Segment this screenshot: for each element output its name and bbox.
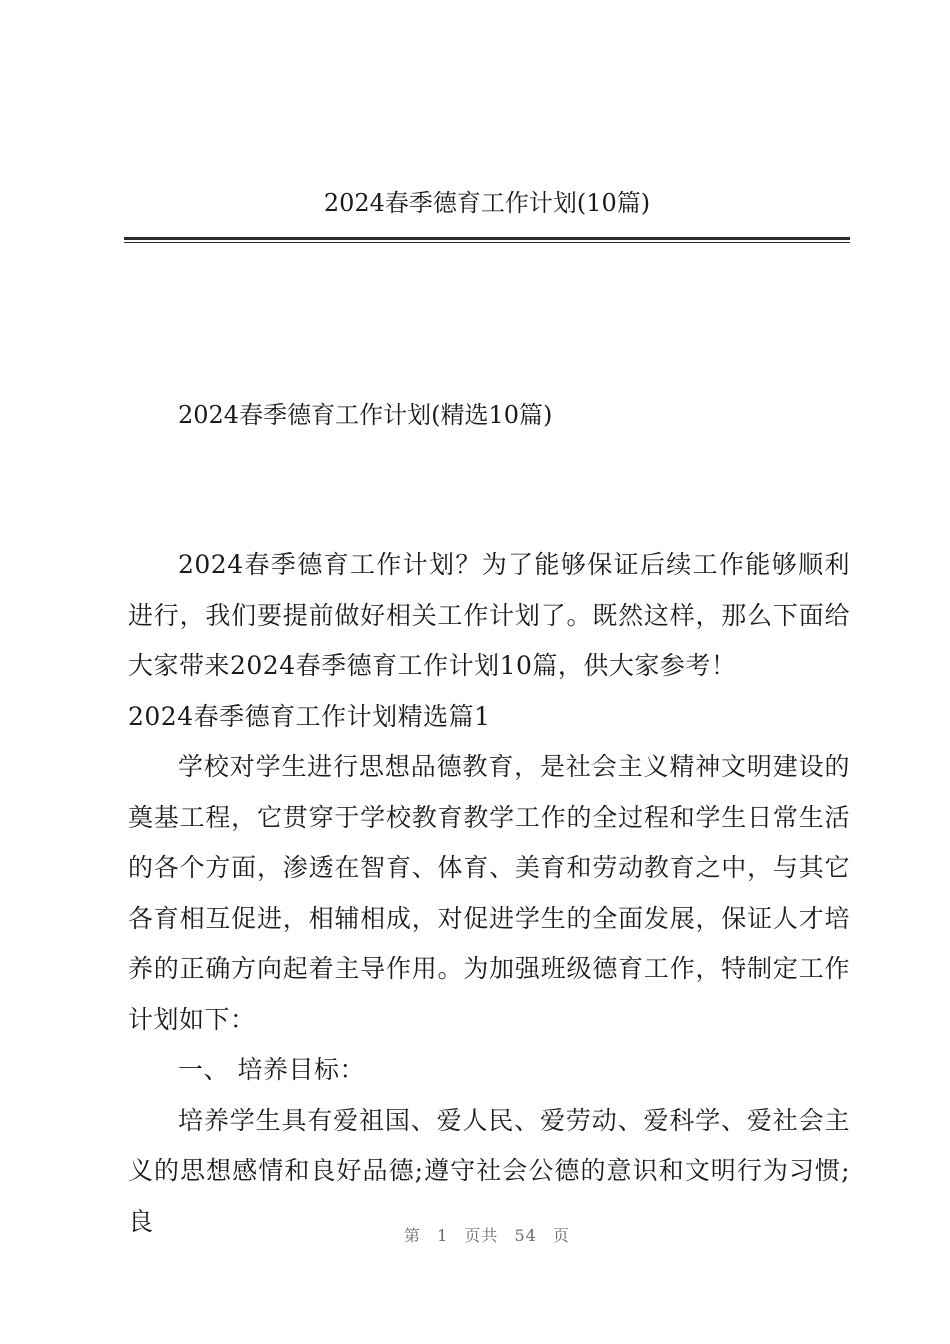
body-paragraph: 学校对学生进行思想品德教育，是社会主义精神文明建设的奠基工程，它贯穿于学校教育教学工作的全过程和学生日常生活的各个方面，渗透在智育、体育、美育和劳动教育之中，与其它各育相互促进，相辅相成，对促进学生的全面发展，保证人才培养的正确方向起着主导作用。为加强班级德育工作，特制定工作计划如下： [128,752,850,1034]
header-divider-thick [124,237,850,240]
page-header-title: 2024春季德育工作计划(10篇) [323,189,651,217]
header-divider-thin [124,242,850,243]
intro-paragraph: 2024春季德育工作计划？为了能够保证后续工作能够顺利进行，我们要提前做好相关工作计划了。既然这样，那么下面给大家带来2024春季德育工作计划10篇，供大家参考！ [128,550,850,680]
document-body [128,540,850,1247]
subsection-heading: 一、 培养目标： [178,1055,365,1084]
section-heading: 2024春季德育工作计划精选篇1 [128,701,491,731]
page-number-footer: 第 1 页共 54 页 [404,1226,570,1245]
body-paragraph: 培养学生具有爱祖国、爱人民、爱劳动、爱科学、爱社会主义的思想感情和良好品德;遵守社会公德的意识和文明行为习惯;良 [128,1105,850,1236]
document-title: 2024春季德育工作计划(精选10篇) [178,401,553,429]
